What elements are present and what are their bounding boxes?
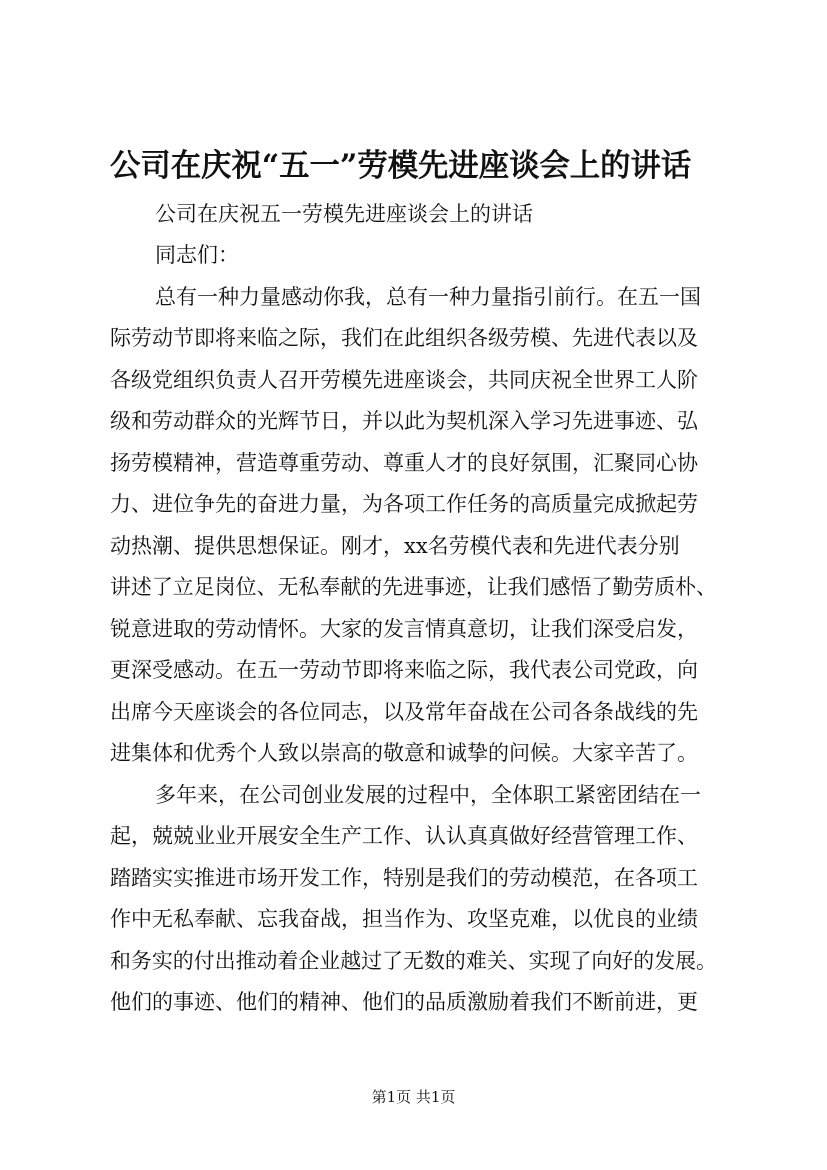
page-footer: 第1页 共1页 <box>371 1088 456 1106</box>
text-line: 踏踏实实推进市场开发工作，特别是我们的劳动模范，在各项工 <box>110 866 698 890</box>
document-title: 公司在庆祝“五一”劳模先进座谈会上的讲话 <box>110 148 692 184</box>
text-line: 讲述了立足岗位、无私奉献的先进事迹，让我们感悟了勤劳质朴、 <box>110 575 717 599</box>
text-line: 各级党组织负责人召开劳模先进座谈会，共同庆祝全世界工人阶 <box>110 368 698 392</box>
text-line: 锐意进取的劳动情怀。大家的发言情真意切，让我们深受启发， <box>110 617 698 641</box>
text-line: 多年来，在公司创业发展的过程中，全体职工紧密团结在一 <box>155 783 701 807</box>
text-line: 级和劳动群众的光辉节日，并以此为契机深入学习先进事迹、弘 <box>110 409 698 433</box>
document-subtitle: 公司在庆祝五一劳模先进座谈会上的讲话 <box>155 202 533 226</box>
text-line: 扬劳模精神，营造尊重劳动、尊重人才的良好氛围，汇聚同心协 <box>110 451 698 475</box>
text-line: 作中无私奉献、忘我奋战，担当作为、攻坚克难，以优良的业绩 <box>110 907 698 931</box>
text-line: 他们的事迹、他们的精神、他们的品质激励着我们不断前进，更 <box>110 990 698 1014</box>
text-line: 进集体和优秀个人致以崇高的敬意和诚挚的问候。大家辛苦了。 <box>110 741 698 765</box>
text-line: 出席今天座谈会的各位同志，以及常年奋战在公司各条战线的先 <box>110 700 698 724</box>
text-line: 和务实的付出推动着企业越过了无数的难关、实现了向好的发展。 <box>110 949 717 973</box>
text-line: 际劳动节即将来临之际，我们在此组织各级劳模、先进代表以及 <box>110 326 698 350</box>
text-line: 力、进位争先的奋进力量，为各项工作任务的高质量完成掀起劳 <box>110 492 698 516</box>
text-line: 总有一种力量感动你我，总有一种力量指引前行。在五一国 <box>155 285 701 309</box>
text-line: 动热潮、提供思想保证。刚才，xx名劳模代表和先进代表分别 <box>110 534 680 558</box>
salutation: 同志们： <box>155 243 239 267</box>
text-line: 更深受感动。在五一劳动节即将来临之际，我代表公司党政，向 <box>110 658 698 682</box>
text-line: 起，兢兢业业开展安全生产工作、认认真真做好经营管理工作、 <box>110 824 698 848</box>
